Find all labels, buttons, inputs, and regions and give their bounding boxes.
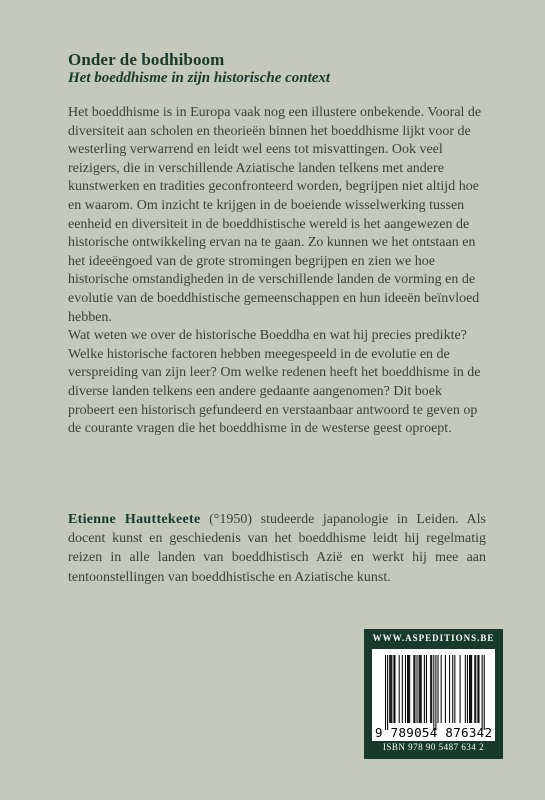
author-bio xyxy=(68,510,486,587)
barcode-bar xyxy=(420,655,421,723)
barcode-bar xyxy=(441,655,442,723)
book-subtitle: Het boeddhisme in zijn historische context xyxy=(68,70,331,86)
barcode-bar xyxy=(408,655,409,723)
barcode-bar xyxy=(426,655,427,723)
barcode-bar xyxy=(449,655,450,723)
barcode-bar xyxy=(387,655,388,730)
isbn-number: ISBN 978 90 5487 634 2 xyxy=(382,742,485,752)
author-name: Etienne Hauttekeete xyxy=(68,512,201,527)
ean-barcode xyxy=(372,649,495,741)
barcode-bar xyxy=(419,655,420,723)
blurb-paragraph-2: Wat weten we over de historische Boeddha en wat hij precies predikte? Welke historische factoren hebben meegespeeld in de evolutie en de verspreiding van zijn leer? Om welke redenen heeft het boeddhisme in de diverse landen telkens een andere gedaante aangenomen? Dit boek probeert een historisch gefundeerd en verstaanbaar antwoord te geven op de courante vragen die het boeddhisme in de westerse geest oproept. xyxy=(68,328,481,437)
barcode-bar xyxy=(478,655,479,723)
blurb xyxy=(68,104,486,439)
author-bio-text: (°1950) studeerde japanologie in Leiden. Als docent kunst en geschiedenis van het boeddhisme leidt hij regelmatig reizen in alle landen van boeddhistisch Azië en werkt hij mee aan tentoonstellingen van boeddhistische en Aziatische kunst. xyxy=(68,512,486,585)
barcode-bar xyxy=(471,655,472,723)
barcode-bar xyxy=(399,655,400,723)
barcode-panel xyxy=(372,649,495,741)
barcode-bar xyxy=(391,655,392,723)
barcode-bar xyxy=(389,655,390,723)
barcode-bar xyxy=(469,655,470,723)
barcode-bar xyxy=(414,655,415,723)
barcode-bar xyxy=(484,655,485,730)
barcode-bar xyxy=(477,655,478,723)
barcode-bar xyxy=(435,655,436,730)
barcode-bar xyxy=(438,655,439,723)
barcode-bar xyxy=(433,655,434,730)
barcode-bar xyxy=(445,655,446,723)
book-title: Onder de bodhiboom xyxy=(68,50,225,69)
barcode-bar xyxy=(460,655,461,723)
barcode-bar xyxy=(475,655,476,723)
barcode-bar xyxy=(394,655,395,723)
barcode-bar xyxy=(385,655,386,730)
barcode-bar xyxy=(405,655,406,723)
barcode-bar xyxy=(393,655,394,723)
barcode-bar xyxy=(417,655,418,723)
barcode-bar xyxy=(402,655,403,723)
barcode-bar xyxy=(454,655,455,723)
barcode-bar xyxy=(474,655,475,723)
blurb-paragraph-1: Het boeddhisme is in Europa vaak nog een illustere onbekende. Vooral de diversiteit aan scholen en theorieën binnen het boeddhisme lijkt voor de westerling verwarrend en leidt wel eens tot misvattingen. Ook veel reizigers, die in verschillende Aziatische landen telkens met andere kunstwerken en tradities geconfronteerd worden, begrijpen niet altijd hoe en waarom. Om inzicht te krijgen in de boeiende wisselwerking tussen eenheid en diversiteit in de boeddhistische wereld is het aangewezen de historische ontwikkeling ervan na te gaan. Zo kunnen we het ontstaan en het ideeëngoed van de grote stromingen begrijpen en zien we hoe historische omstandigheden in de verschillende landen de vorming en de evolutie van de boeddhistische gemeenschappen en hun ideeën beïnvloed hebben. xyxy=(68,105,482,325)
barcode-bar xyxy=(430,655,431,723)
barcode-bar xyxy=(467,655,468,723)
barcode-bar xyxy=(413,655,414,723)
barcode-bar xyxy=(409,655,410,723)
barcode-block xyxy=(364,629,503,759)
barcode-bar xyxy=(465,655,466,723)
barcode-bar xyxy=(452,655,453,723)
barcode-bar xyxy=(482,655,483,730)
barcode-digits: 9 789054 876342 xyxy=(375,725,492,740)
barcode-bar xyxy=(424,655,425,723)
barcode-bar xyxy=(470,655,471,723)
publisher-url: WWW.ASPEDITIONS.BE xyxy=(372,633,495,643)
barcode-bar xyxy=(390,655,391,723)
barcode-bar xyxy=(421,655,422,723)
barcode-bar xyxy=(431,655,432,723)
barcode-bar xyxy=(407,655,408,723)
